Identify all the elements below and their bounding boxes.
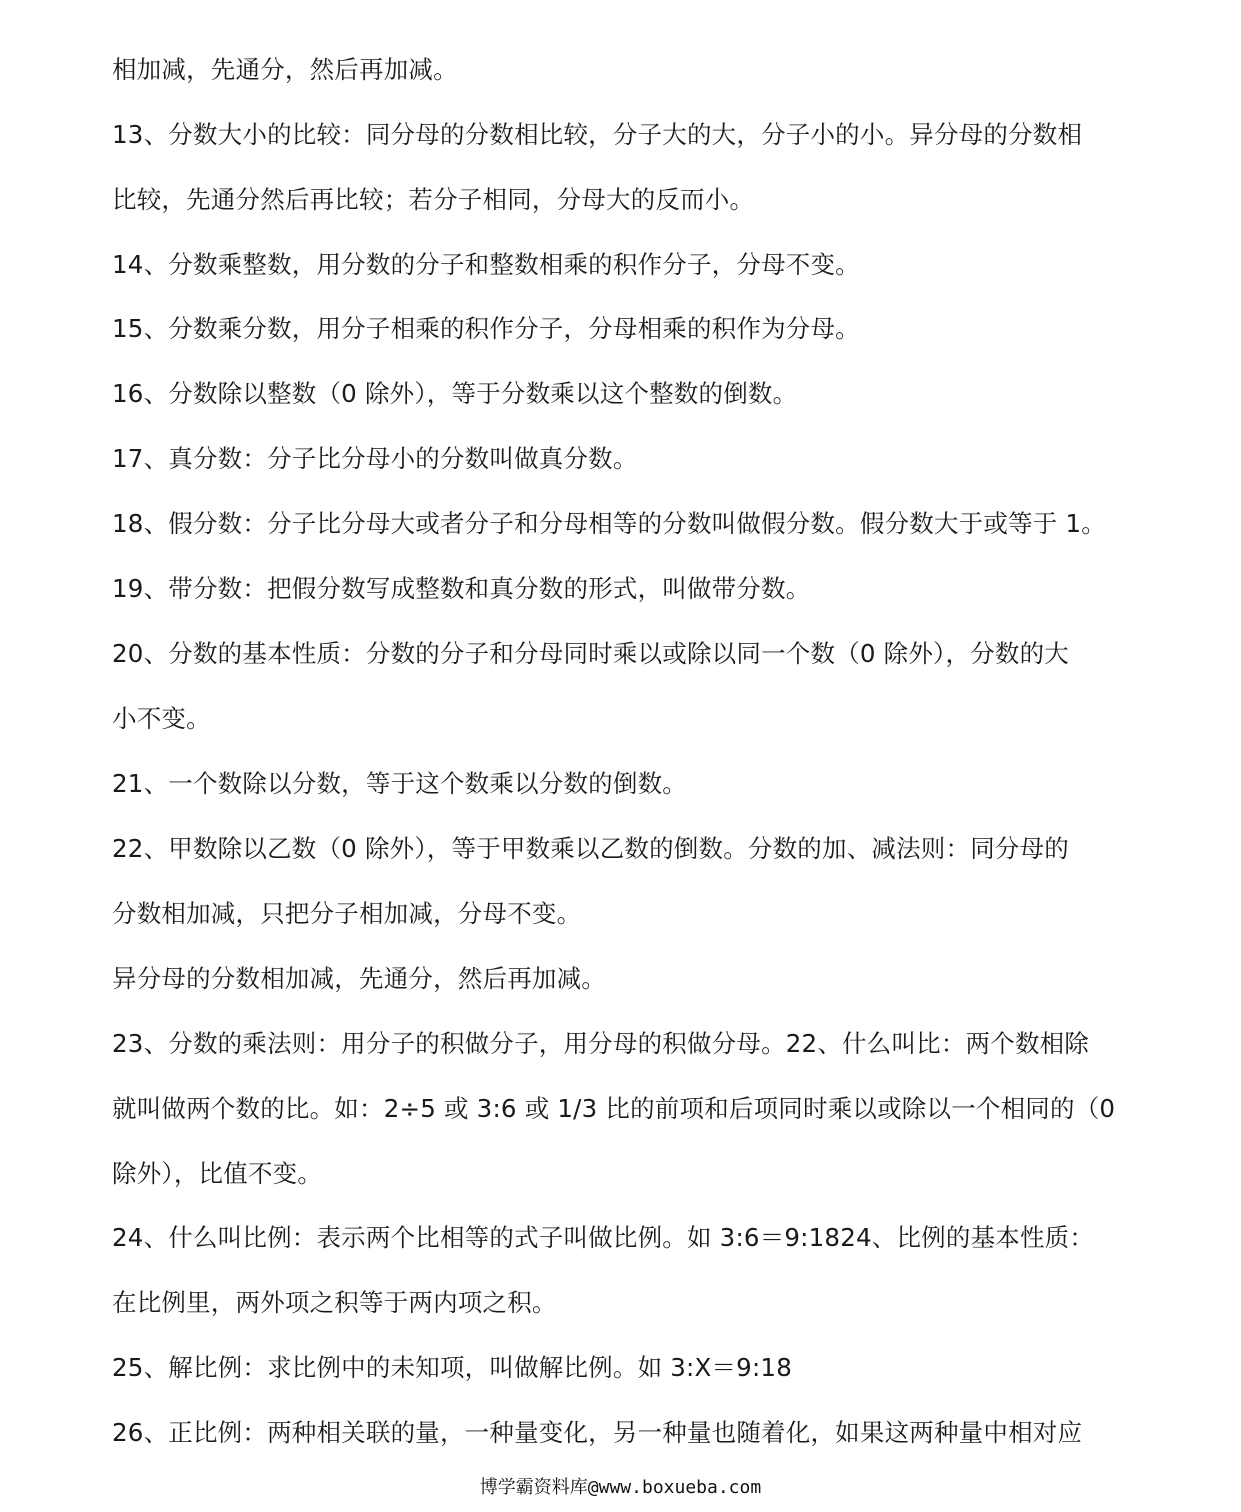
text-line: 异分母的分数相加减，先通分，然后再加减。 bbox=[112, 964, 606, 993]
text-line: 20、分数的基本性质：分数的分子和分母同时乘以或除以同一个数（0 除外），分数的大 bbox=[112, 639, 1069, 668]
text-line: 在比例里，两外项之积等于两内项之积。 bbox=[112, 1288, 557, 1317]
text-line: 21、一个数除以分数，等于这个数乘以分数的倒数。 bbox=[112, 769, 687, 798]
text-line: 就叫做两个数的比。如：2÷5 或 3:6 或 1/3 比的前项和后项同时乘以或除以一个相同的（0 bbox=[112, 1094, 1116, 1123]
text-line: 比较，先通分然后再比较；若分子相同，分母大的反而小。 bbox=[112, 185, 755, 214]
text-line: 13、分数大小的比较：同分母的分数相比较，分子大的大，分子小的小。异分母的分数相 bbox=[112, 120, 1083, 149]
watermark-footer: 博学霸资料库@www.boxueba.com bbox=[479, 1477, 762, 1498]
text-line: 分数相加减，只把分子相加减，分母不变。 bbox=[112, 899, 582, 928]
text-line: 23、分数的乘法则：用分子的积做分子，用分母的积做分母。22、什么叫比：两个数相除 bbox=[112, 1029, 1090, 1058]
text-line: 14、分数乘整数，用分数的分子和整数相乘的积作分子，分母不变。 bbox=[112, 250, 860, 279]
text-line: 22、甲数除以乙数（0 除外），等于甲数乘以乙数的倒数。分数的加、减法则：同分母的 bbox=[112, 834, 1069, 863]
text-line: 小不变。 bbox=[112, 704, 211, 733]
text-line: 除外），比值不变。 bbox=[112, 1159, 323, 1188]
text-line: 17、真分数：分子比分母小的分数叫做真分数。 bbox=[112, 444, 638, 473]
text-line: 19、带分数：把假分数写成整数和真分数的形式，叫做带分数。 bbox=[112, 574, 811, 603]
text-line: 15、分数乘分数，用分子相乘的积作分子，分母相乘的积作为分母。 bbox=[112, 314, 860, 343]
text-line: 24、什么叫比例：表示两个比相等的式子叫做比例。如 3:6＝9:1824、比例的基本性质： bbox=[112, 1223, 1095, 1252]
text-line: 18、假分数：分子比分母大或者分子和分母相等的分数叫做假分数。假分数大于或等于 1。 bbox=[112, 509, 1106, 538]
text-line: 25、解比例：求比例中的未知项，叫做解比例。如 3:X＝9:18 bbox=[112, 1353, 793, 1382]
text-line: 16、分数除以整数（0 除外），等于分数乘以这个整数的倒数。 bbox=[112, 379, 798, 408]
text-line: 相加减，先通分，然后再加减。 bbox=[112, 55, 458, 84]
text-line: 26、正比例：两种相关联的量，一种量变化，另一种量也随着化，如果这两种量中相对应 bbox=[112, 1418, 1083, 1447]
